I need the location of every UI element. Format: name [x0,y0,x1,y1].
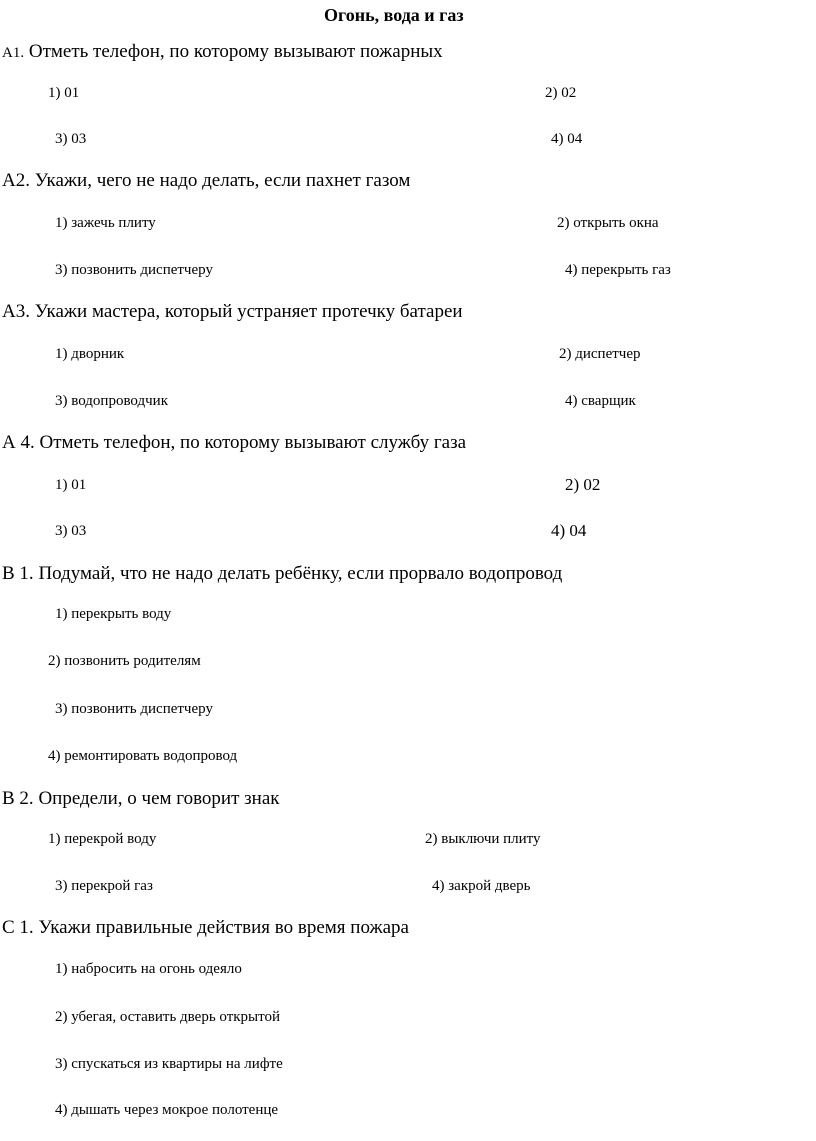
question-label: А 4. [2,432,35,453]
question-c1 [2,918,409,937]
question-a2 [2,171,410,190]
answer-option: 4) ремонтировать водопровод [48,748,238,764]
answer-option: 2) выключи плиту [425,831,541,847]
question-text: Определи, о чем говорит знак [38,788,280,809]
answer-option: 1) зажечь плиту [55,215,156,231]
question-text: Укажи правильные действия во время пожара [38,917,409,938]
page-title: Огонь, вода и газ [324,5,464,25]
question-b1 [2,564,562,583]
answer-option: 3) 03 [55,523,87,539]
question-a4 [2,433,466,452]
answer-option: 4) сварщик [565,393,636,409]
answer-option: 1) перекрыть воду [55,606,172,622]
answer-option: 3) перекрой газ [55,878,153,894]
answer-option: 2) убегая, оставить дверь открытой [55,1009,281,1025]
answer-option: 4) дышать через мокрое полотенце [55,1102,279,1118]
question-text: Укажи мастера, который устраняет протечку батареи [34,301,463,322]
answer-option: 1) 01 [55,477,87,493]
question-text: Подумай, что не надо делать ребёнку, если прорвало водопровод [38,563,563,584]
question-text: Отметь телефон, по которому вызывают пожарных [28,41,443,62]
question-label: А3. [2,301,30,322]
question-text: Укажи, чего не надо делать, если пахнет газом [34,170,411,191]
answer-option: 1) набросить на огонь одеяло [55,961,242,977]
answer-option: 4) перекрыть газ [565,262,671,278]
answer-option: 2) позвонить родителям [48,653,201,669]
answer-option: 3) 03 [55,131,87,147]
answer-option: 1) дворник [55,346,125,362]
question-a3 [2,302,463,321]
answer-option: 1) 01 [48,85,80,101]
answer-option: 4) 04 [551,131,583,147]
answer-option: 3) позвонить диспетчеру [55,262,213,278]
answer-option: 2) 02 [565,475,601,494]
answer-option: 2) 02 [545,85,577,101]
question-label: А1. [2,45,25,61]
answer-option: 2) диспетчер [559,346,641,362]
question-a1 [2,42,443,61]
answer-option: 3) водопроводчик [55,393,168,409]
question-label: А2. [2,170,30,191]
answer-option: 4) 04 [551,521,587,540]
question-label: В 2. [2,788,34,809]
question-label: В 1. [2,563,34,584]
question-label: С 1. [2,917,34,938]
question-b2 [2,789,280,808]
answer-option: 4) закрой дверь [432,878,531,894]
answer-option: 3) позвонить диспетчеру [55,701,213,717]
answer-option: 1) перекрой воду [48,831,157,847]
answer-option: 3) спускаться из квартиры на лифте [55,1056,283,1072]
question-text: Отметь телефон, по которому вызывают службу газа [39,432,467,453]
answer-option: 2) открыть окна [557,215,659,231]
